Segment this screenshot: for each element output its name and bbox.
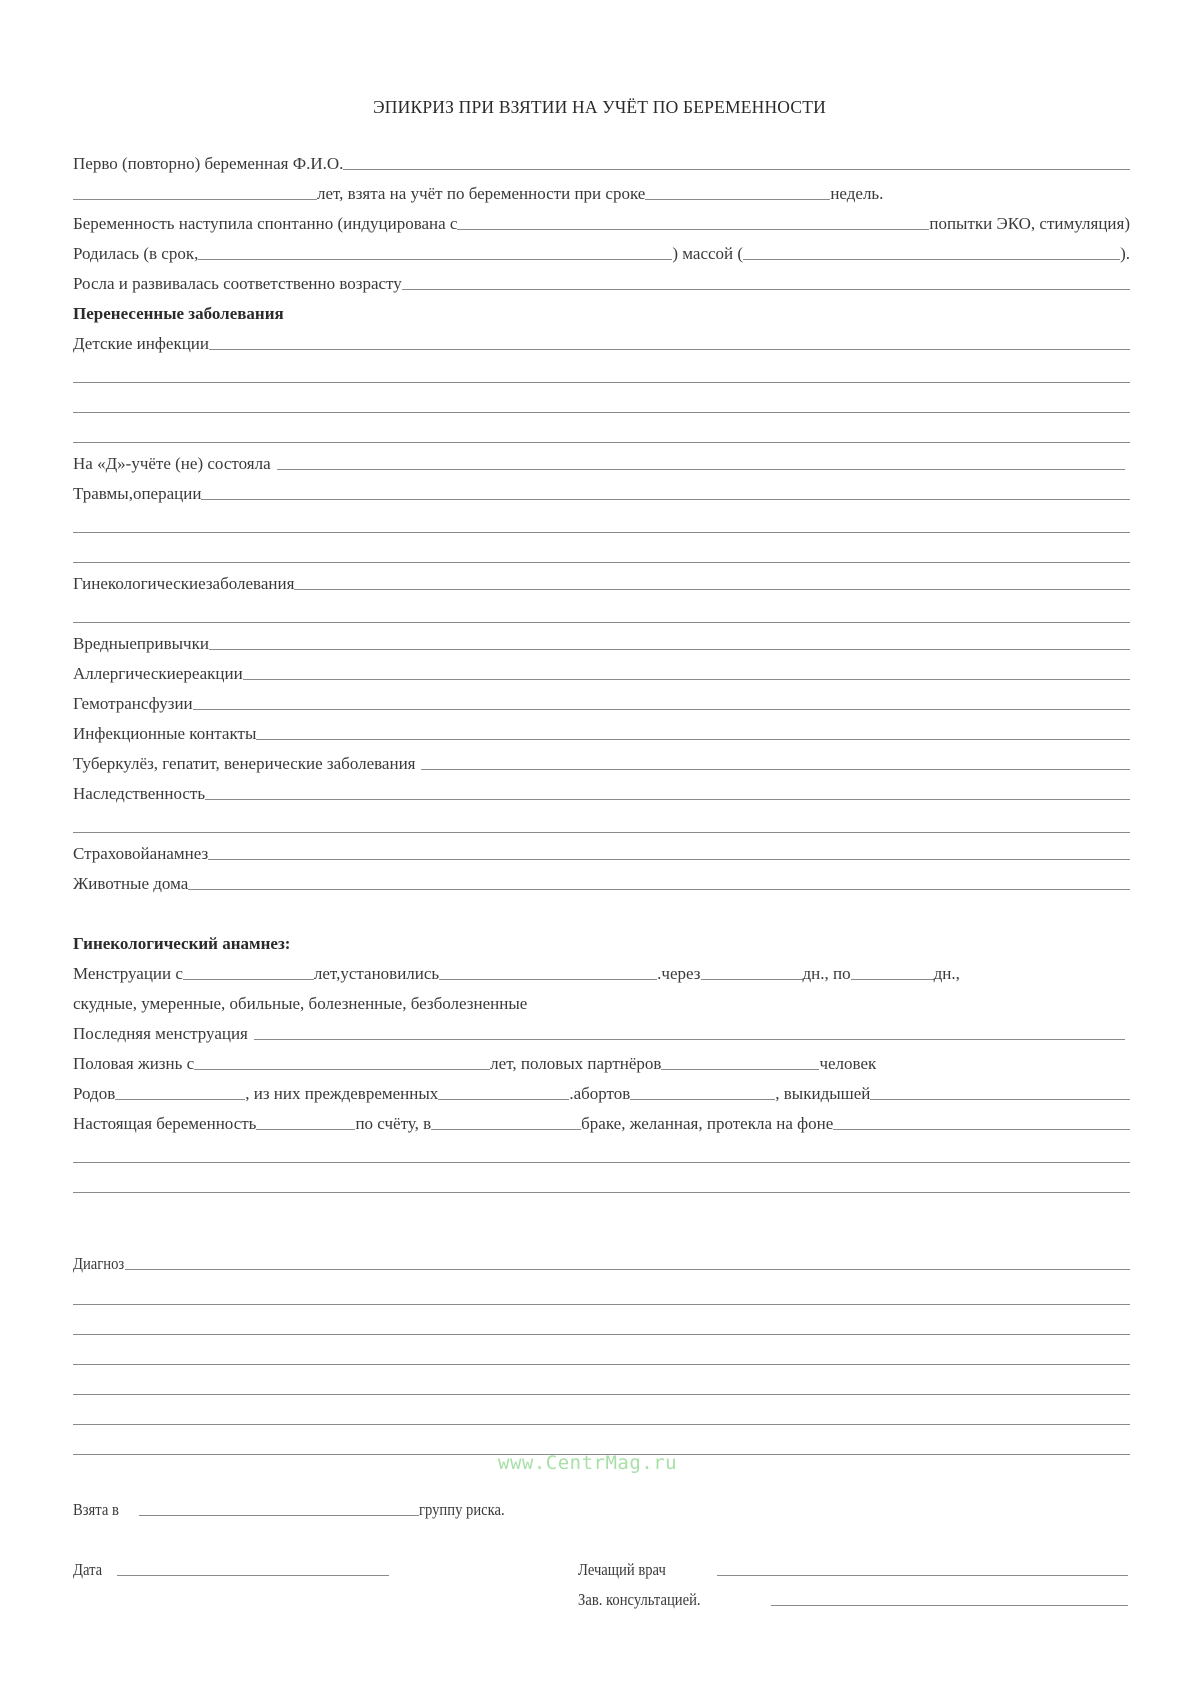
row-date	[73, 1555, 389, 1581]
row-development	[73, 269, 1130, 295]
label-of-them-premature: , из них преждевременных	[245, 1084, 439, 1103]
row-conception	[73, 209, 1130, 235]
field-marriage[interactable]	[431, 1129, 581, 1130]
field-hemotransfusions[interactable]	[193, 709, 1130, 710]
row-insurance-history	[73, 839, 1130, 865]
label-birth-weight-close: ).	[1120, 244, 1130, 263]
label-menses-types[interactable]: скудные, умеренные, обильные, болезненные, безболезненные	[73, 994, 528, 1013]
field-miscarriages[interactable]	[870, 1099, 1130, 1100]
label-ivf-attempts: попытки ЭКО, стимуляция)	[929, 214, 1130, 233]
field-attending-doctor-signature[interactable]	[717, 1575, 1128, 1576]
row-allergic-reactions	[73, 659, 1130, 685]
field-induced-with[interactable]	[457, 229, 929, 230]
document-title: ЭПИКРИЗ ПРИ ВЗЯТИИ НА УЧЁТ ПО БЕРЕМЕННОСТИ	[373, 97, 826, 117]
field-childhood-infections-line-2[interactable]	[73, 382, 1130, 383]
field-pregnancy-background-line-2[interactable]	[73, 1162, 1130, 1163]
row-pregnant-name	[73, 149, 1130, 175]
field-heredity-line-2[interactable]	[73, 832, 1130, 833]
field-last-menses[interactable]	[254, 1039, 1125, 1040]
field-head-of-clinic-signature[interactable]	[771, 1605, 1128, 1606]
field-pregnancy-background-line-3[interactable]	[73, 1192, 1130, 1193]
label-gyn-diseases: Гинекологическиезаболевания	[73, 574, 295, 593]
label-tb-hepatitis-std: Туберкулёз, гепатит, венерические заболевания	[73, 754, 416, 773]
field-born-term[interactable]	[198, 259, 672, 260]
label-born-term: Родилась (в срок,	[73, 244, 199, 263]
label-age-years: лет, взята на учёт по беременности при сроке	[317, 184, 646, 203]
field-injuries-operations[interactable]	[201, 499, 1130, 500]
label-injuries-operations: Травмы,операции	[73, 484, 202, 503]
row-menses	[73, 959, 1130, 985]
row-head-of-clinic	[578, 1585, 1128, 1611]
label-years-partners: лет, половых партнёров	[490, 1054, 662, 1073]
label-risk-group-prefix: Взята в	[73, 1500, 119, 1519]
field-pregnancy-background[interactable]	[833, 1129, 1130, 1130]
row-attending-doctor	[578, 1555, 1128, 1581]
row-births	[73, 1079, 1130, 1105]
label-pets: Животные дома	[73, 874, 189, 893]
label-childhood-infections: Детские инфекции	[73, 334, 209, 353]
field-term-weeks[interactable]	[645, 199, 830, 200]
row-diagnosis	[73, 1249, 1130, 1275]
field-tb-hepatitis-std[interactable]	[421, 769, 1130, 770]
label-weeks: недель.	[830, 184, 884, 203]
field-infectious-contacts[interactable]	[256, 739, 1130, 740]
label-conception: Беременность наступила спонтанно (индуцирована с	[73, 214, 458, 233]
field-abortions[interactable]	[630, 1099, 775, 1100]
row-hemotransfusions	[73, 689, 1130, 715]
label-allergic-reactions: Аллергическиереакции	[73, 664, 243, 683]
field-duration-days[interactable]	[851, 979, 934, 980]
field-diagnosis-line-5[interactable]	[73, 1394, 1130, 1395]
field-diagnosis-line-2[interactable]	[73, 1304, 1130, 1305]
field-diagnosis[interactable]	[125, 1269, 1130, 1270]
label-birth-weight: ) массой (	[672, 244, 744, 263]
label-date: Дата	[73, 1560, 103, 1579]
row-tb-hepatitis-std	[73, 749, 1130, 775]
field-cycle-days[interactable]	[701, 979, 803, 980]
field-insurance-history[interactable]	[208, 859, 1130, 860]
label-days: дн.,	[933, 964, 960, 983]
row-born	[73, 239, 1130, 265]
label-d-registry: На «Д»-учёте (не) состояла	[73, 454, 271, 473]
field-development[interactable]	[402, 289, 1130, 290]
label-marriage-desired: браке, желанная, протекла на фоне	[581, 1114, 834, 1133]
field-bad-habits[interactable]	[209, 649, 1130, 650]
label-head-of-clinic: Зав. консультацией.	[578, 1590, 701, 1609]
row-pets	[73, 869, 1130, 895]
field-menses-age[interactable]	[183, 979, 314, 980]
row-d-registry	[73, 449, 1125, 475]
field-pets[interactable]	[188, 889, 1130, 890]
field-full-name[interactable]	[343, 169, 1130, 170]
field-pregnancy-number[interactable]	[256, 1129, 355, 1130]
field-gyn-diseases[interactable]	[294, 589, 1130, 590]
row-injuries	[73, 479, 1130, 505]
row-gyn-diseases	[73, 569, 1130, 595]
label-years-established: лет,установились	[313, 964, 440, 983]
row-sex-life	[73, 1049, 1130, 1075]
field-diagnosis-line-6[interactable]	[73, 1424, 1130, 1425]
label-abortions: .абортов	[569, 1084, 631, 1103]
field-birth-weight[interactable]	[743, 259, 1120, 260]
field-partners[interactable]	[661, 1069, 819, 1070]
field-risk-group[interactable]	[139, 1515, 419, 1516]
label-bad-habits: Вредныепривычки	[73, 634, 209, 653]
label-by-count-in: по счёту, в	[355, 1114, 432, 1133]
label-births: Родов	[73, 1084, 116, 1103]
label-last-menses: Последняя менструация	[73, 1024, 248, 1043]
field-diagnosis-line-3[interactable]	[73, 1334, 1130, 1335]
field-premature[interactable]	[438, 1099, 569, 1100]
field-heredity[interactable]	[205, 799, 1130, 800]
heading-past-diseases: Перенесенные заболевания	[73, 304, 284, 323]
field-date[interactable]	[117, 1575, 389, 1576]
label-diagnosis: Диагноз	[73, 1254, 125, 1273]
field-injuries-line-2[interactable]	[73, 532, 1130, 533]
row-age-term	[73, 179, 1130, 205]
field-births[interactable]	[115, 1099, 245, 1100]
label-attending-doctor: Лечащий врач	[578, 1560, 666, 1579]
row-current-pregnancy	[73, 1109, 1130, 1135]
field-sex-life-age[interactable]	[194, 1069, 490, 1070]
field-childhood-infections-line-3[interactable]	[73, 412, 1130, 413]
label-infectious-contacts: Инфекционные контакты	[73, 724, 257, 743]
label-miscarriages: , выкидышей	[775, 1084, 871, 1103]
label-insurance-history: Страховойанамнез	[73, 844, 209, 863]
row-heredity	[73, 779, 1130, 805]
row-last-menses	[73, 1019, 1125, 1045]
label-current-pregnancy: Настоящая беременность	[73, 1114, 257, 1133]
row-past-diseases-heading	[73, 299, 1130, 325]
row-menses-types	[73, 989, 1130, 1015]
label-risk-group-suffix: группу риска.	[419, 1500, 505, 1519]
row-childhood-infections	[73, 329, 1130, 355]
field-childhood-infections[interactable]	[209, 349, 1130, 350]
field-d-registry[interactable]	[277, 469, 1125, 470]
field-age[interactable]	[73, 199, 317, 200]
watermark: www.CentrMag.ru	[498, 1452, 678, 1474]
field-diagnosis-line-4[interactable]	[73, 1364, 1130, 1365]
label-development: Росла и развивалась соответственно возрасту	[73, 274, 402, 293]
label-every: .через	[657, 964, 701, 983]
row-gyn-history-heading	[73, 929, 1130, 955]
row-infectious-contacts	[73, 719, 1130, 745]
field-childhood-infections-line-4[interactable]	[73, 442, 1130, 443]
label-menses-from: Менструации с	[73, 964, 183, 983]
field-injuries-line-3[interactable]	[73, 562, 1130, 563]
heading-gyn-history: Гинекологический анамнез:	[73, 934, 291, 953]
label-persons: человек	[819, 1054, 877, 1073]
field-gyn-diseases-line-2[interactable]	[73, 622, 1130, 623]
label-hemotransfusions: Гемотрансфузии	[73, 694, 193, 713]
field-established[interactable]	[439, 979, 657, 980]
field-allergic-reactions[interactable]	[243, 679, 1130, 680]
label-sex-life-from: Половая жизнь с	[73, 1054, 195, 1073]
row-bad-habits	[73, 629, 1130, 655]
label-days-for: дн., по	[802, 964, 851, 983]
row-risk-group	[73, 1495, 519, 1521]
label-heredity: Наследственность	[73, 784, 206, 803]
label-pregnant-name: Перво (повторно) беременная Ф.И.О.	[73, 154, 344, 173]
